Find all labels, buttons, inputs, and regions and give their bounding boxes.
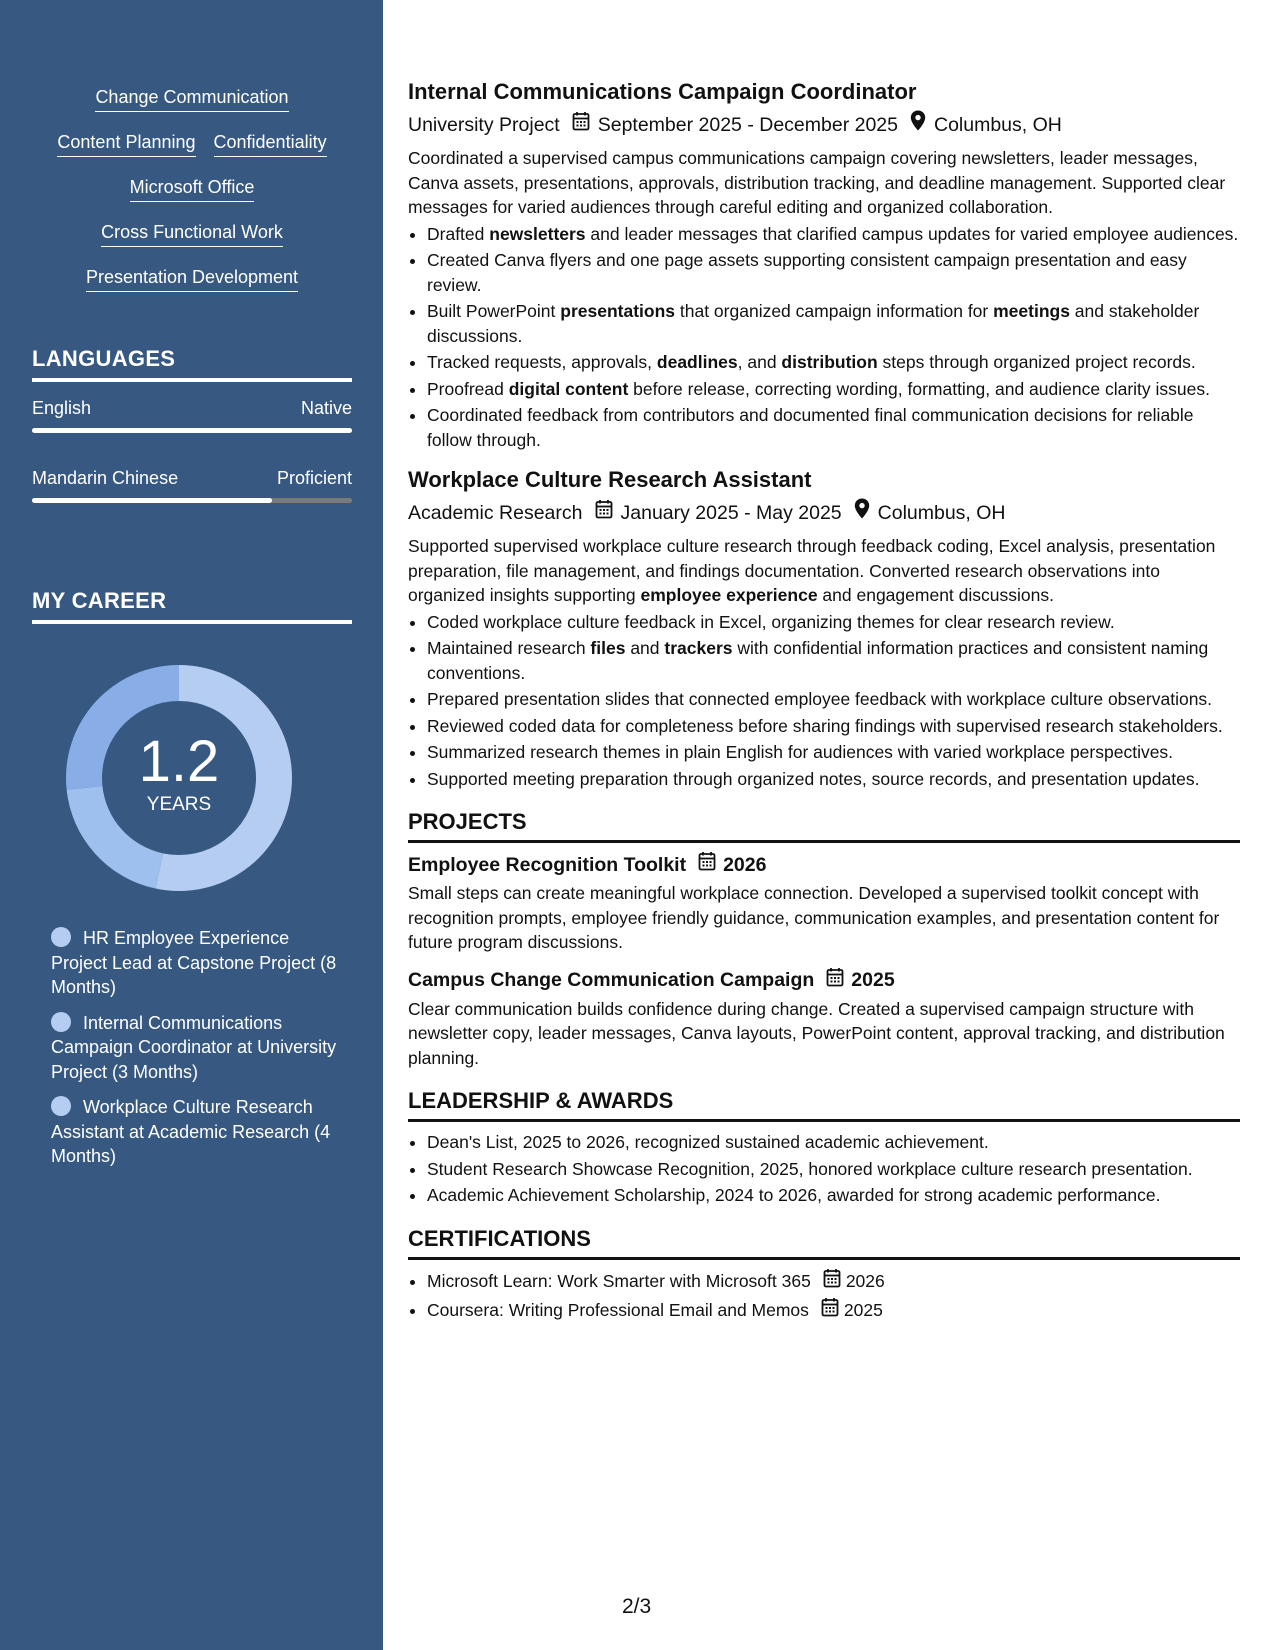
language-proficiency-fill	[32, 428, 352, 433]
job-bullet	[427, 377, 1240, 402]
job-bullet	[427, 767, 1240, 792]
career-item	[51, 1095, 341, 1169]
leadership-item: • Student Research Showcase Recognition, 2025, honored workplace culture research presentation.	[427, 1157, 1240, 1182]
calendar-icon	[595, 499, 613, 527]
project-title-row	[408, 851, 1240, 878]
page-number: 2/3	[622, 1595, 652, 1618]
job-location: Columbus, OH	[877, 501, 1006, 524]
text-run: Proofread	[427, 378, 509, 399]
main-content	[408, 78, 1240, 1327]
job-bullet	[427, 687, 1240, 712]
skill-row	[32, 131, 352, 176]
skill-tag[interactable]: Confidentiality	[214, 131, 327, 157]
skills-list	[32, 86, 352, 311]
calendar-icon	[826, 967, 844, 994]
job-summary: Coordinated a supervised campus communications campaign covering newsletters, leader messages, Canva assets, presentations, approvals, distribution tracking, and deadline management. Supported clear messages for varied audiences through careful editing and organized collaboration.	[408, 148, 1226, 217]
job-location: Columbus, OH	[933, 113, 1062, 136]
text-run: Supported supervised workplace culture research through feedback coding, Excel analysis, presentation preparation, file management, and findings documentation. Converted research observations into organized insights supporting	[408, 536, 1216, 605]
leadership-heading: LEADERSHIP & AWARDS	[408, 1088, 1240, 1122]
career-total-unit: YEARS	[146, 794, 212, 815]
bold-text: presentations	[560, 301, 676, 321]
career-bullet-icon	[51, 1012, 71, 1032]
job-bullet	[427, 248, 1240, 297]
calendar-icon	[821, 1297, 839, 1324]
language-name: Mandarin Chinese	[32, 468, 179, 488]
career-item-text: HR Employee Experience Project Lead at Capstone Project (8 Months)	[51, 928, 337, 997]
bold-text: files	[590, 638, 626, 658]
languages-heading: LANGUAGES	[32, 346, 352, 382]
language-item	[32, 398, 352, 434]
project-title: Campus Change Communication Campaign	[408, 969, 815, 991]
skill-tag[interactable]: Microsoft Office	[130, 176, 255, 202]
job-bullet	[427, 610, 1240, 635]
skill-row	[32, 86, 352, 131]
text-run: Prepared presentation slides that connected employee feedback with workplace culture observations.	[427, 689, 1213, 709]
text-run: Reviewed coded data for completeness before sharing findings with supervised research stakeholders.	[427, 715, 1223, 736]
career-bullet-icon	[51, 927, 71, 947]
job-bullet	[427, 714, 1240, 739]
text-run: before release, correcting wording, formatting, and audience clarity issues.	[628, 378, 1210, 399]
skill-tag[interactable]: Content Planning	[57, 131, 195, 157]
job-bullet	[427, 403, 1240, 452]
text-run: and stakeholder discussions.	[427, 301, 1200, 346]
text-run: Summarized research themes in plain English for audiences with varied workplace perspectives.	[427, 742, 1174, 762]
certification-year: 2026	[845, 1270, 885, 1291]
text-run: with confidential information practices and consistent naming conventions.	[427, 638, 1209, 683]
skill-tag[interactable]: Presentation Development	[86, 266, 298, 292]
bold-text: newsletters	[489, 223, 586, 244]
language-proficiency-fill	[32, 498, 272, 503]
skill-row	[32, 176, 352, 221]
job-dates: January 2025 - May 2025	[620, 501, 842, 524]
certification-item	[427, 1268, 1240, 1295]
job-meta	[408, 498, 1240, 527]
text-run: Coordinated feedback from contributors and documented final communication decisions for reliable follow through.	[427, 405, 1194, 450]
skill-row	[32, 266, 352, 311]
career-heading: MY CAREER	[32, 588, 352, 624]
leadership-list	[408, 1130, 1240, 1208]
experience-entry	[408, 466, 1240, 791]
certifications-list	[408, 1268, 1240, 1324]
calendar-icon	[698, 851, 716, 878]
job-bullet	[427, 222, 1240, 247]
career-total-value: 1.2	[138, 729, 220, 794]
project-description: Clear communication builds confidence during change. Created a supervised campaign structure with newsletter copy, leader messages, Canva layouts, PowerPoint content, approval tracking, and distribution planning.	[408, 998, 1225, 1068]
project-entry	[408, 967, 1240, 1071]
job-bullets	[408, 610, 1240, 792]
job-title: Internal Communications Campaign Coordinator	[408, 79, 917, 104]
job-bullet	[427, 350, 1240, 375]
career-item	[51, 926, 341, 1000]
text-run: Created Canva flyers and one page assets supporting consistent campaign presentation and easy review.	[427, 250, 1187, 295]
project-year: 2025	[851, 969, 895, 991]
leadership-item: • Dean's List, 2025 to 2026, recognized sustained academic achievement.	[427, 1130, 1240, 1155]
job-bullet	[427, 636, 1240, 685]
text-run: and	[625, 638, 665, 658]
job-bullet	[427, 740, 1240, 765]
job-title: Workplace Culture Research Assistant	[408, 467, 812, 492]
language-proficiency-bar	[32, 498, 352, 503]
language-level: Proficient	[276, 468, 352, 488]
language-name: English	[32, 398, 92, 418]
text-run: and engagement discussions.	[817, 585, 1054, 605]
text-run: Tracked requests, approvals,	[427, 352, 657, 372]
bold-text: trackers	[664, 638, 733, 658]
text-run: that organized campaign information for	[675, 301, 994, 321]
certification-year: 2025	[843, 1300, 883, 1320]
job-summary	[408, 534, 1240, 608]
skill-row	[32, 221, 352, 266]
project-title: Employee Recognition Toolkit	[408, 853, 687, 876]
job-bullets	[408, 222, 1240, 453]
calendar-icon	[572, 111, 590, 139]
bold-text: meetings	[993, 301, 1070, 321]
location-pin-icon	[854, 498, 870, 527]
leadership-item: • Academic Achievement Scholarship, 2024 to 2026, awarded for strong academic performance.	[427, 1183, 1240, 1208]
text-run: and leader messages that clarified campus updates for varied employee audiences.	[585, 223, 1239, 244]
certification-name: • Coursera: Writing Professional Email and Memos	[427, 1300, 809, 1320]
skill-tag[interactable]: Change Communication	[95, 86, 288, 112]
certification-line	[427, 1297, 883, 1324]
text-run: Maintained research	[427, 638, 591, 658]
career-list	[51, 926, 341, 1180]
bold-text: digital content	[508, 378, 629, 399]
job-organization: Academic Research	[408, 501, 583, 524]
bold-text: employee experience	[640, 585, 818, 605]
text-run: Built PowerPoint	[427, 301, 561, 321]
career-bullet-icon	[51, 1096, 71, 1116]
projects-heading: PROJECTS	[408, 809, 1240, 843]
text-run: Coded workplace culture feedback in Excel, organizing themes for clear research review.	[427, 611, 1115, 632]
project-description: Small steps can create meaningful workplace connection. Developed a supervised toolkit concept with recognition prompts, employee friendly guidance, communication examples, and presentation content for future program discussions.	[408, 883, 1220, 952]
text-run: Supported meeting preparation through organized notes, source records, and presentation updates.	[427, 768, 1200, 789]
career-item-text: Internal Communications Campaign Coordinator at University Project (3 Months)	[51, 1012, 337, 1082]
certifications-heading: CERTIFICATIONS	[408, 1226, 1240, 1260]
job-bullet	[427, 299, 1240, 348]
project-entry	[408, 851, 1240, 955]
language-level: Native	[300, 398, 352, 418]
sidebar	[0, 0, 383, 1650]
job-meta	[408, 110, 1240, 139]
project-year: 2026	[723, 853, 767, 876]
career-item-text: Workplace Culture Research Assistant at Academic Research (4 Months)	[51, 1097, 331, 1166]
bold-text: distribution	[781, 352, 878, 372]
bold-text: deadlines	[656, 352, 738, 372]
job-organization: University Project	[408, 113, 560, 136]
location-pin-icon	[910, 110, 926, 139]
certification-name: • Microsoft Learn: Work Smarter with Microsoft 365	[427, 1270, 811, 1291]
text-run: , and	[737, 352, 782, 372]
language-proficiency-bar	[32, 428, 352, 433]
job-dates: September 2025 - December 2025	[597, 113, 898, 136]
experience-entry	[408, 78, 1240, 452]
project-title-row	[408, 967, 1240, 994]
skill-tag[interactable]: Cross Functional Work	[101, 221, 283, 247]
calendar-icon	[823, 1268, 841, 1295]
text-run: steps through organized project records.	[877, 352, 1196, 372]
certification-line	[427, 1268, 885, 1295]
career-total	[66, 730, 292, 816]
text-run: Drafted	[427, 223, 490, 244]
career-item	[51, 1011, 341, 1085]
certification-item	[427, 1297, 1240, 1324]
language-item	[32, 468, 352, 504]
